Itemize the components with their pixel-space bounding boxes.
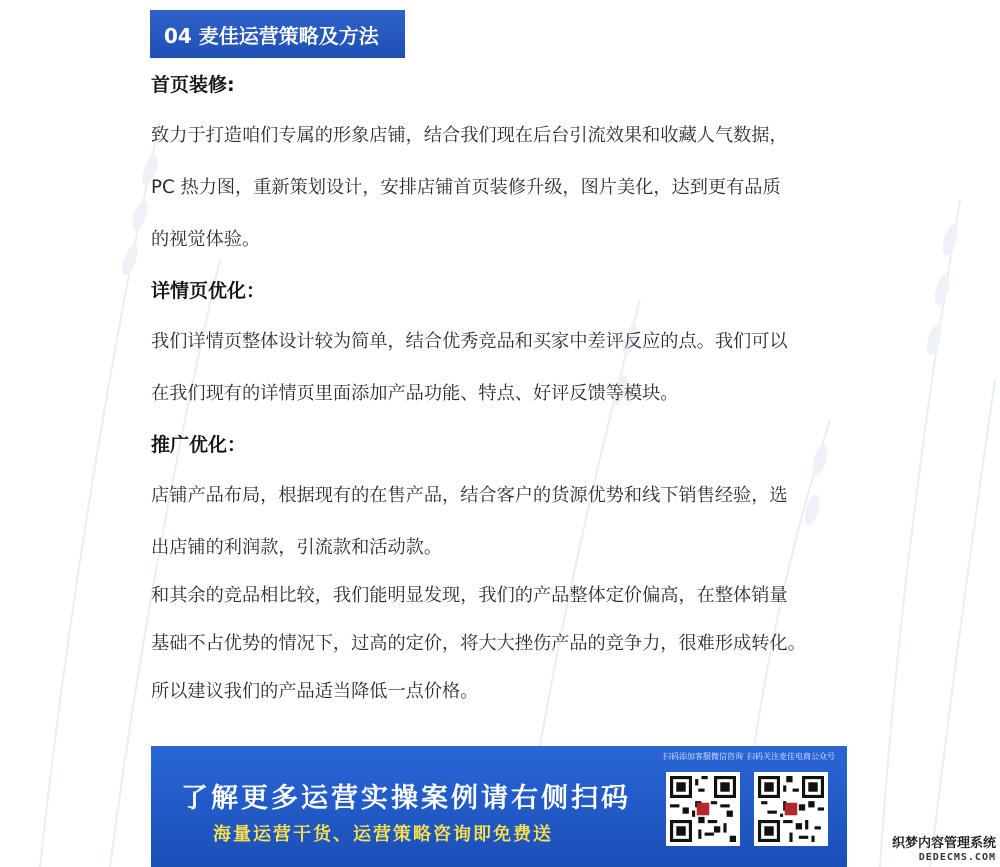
text-line: 在我们现有的详情页里面添加产品功能、特点、好评反馈等模块。 [151,383,679,404]
text-line: 我们详情页整体设计较为简单，结合优秀竞品和买家中差评反应的点。我们可以 [151,331,788,352]
qr-caption: 扫码关注麦佳电商公众号 [747,752,835,761]
qr-customer-service[interactable] [657,750,749,846]
qr-code-icon[interactable] [666,772,740,846]
heading-detail-page: 详情页优化： [151,280,266,302]
paragraph-promotion-2 [151,574,861,714]
qr-official-account[interactable] [745,750,837,846]
text-line: 店铺产品布局，根据现有的在售产品，结合客户的货源优势和线下销售经验，选 [151,485,788,506]
paragraph-detail-page [151,316,861,420]
qr-caption: 扫码添加客服微信咨询 [663,752,743,761]
text-line: 基础不占优势的情况下，过高的定价，将大大挫伤产品的竞争力，很难形成转化。 [151,633,806,654]
section-title-banner [150,10,405,58]
watermark-line-1: 织梦内容管理系统 [891,836,996,851]
text-line: 致力于打造咱们专属的形象店铺，结合我们现在后台引流效果和收藏人气数据， [151,125,788,146]
text-line: 出店铺的利润款，引流款和活动款。 [151,537,443,558]
banner-title: 了解更多运营实操案例请右侧扫码 [181,783,631,814]
text-line: 的视觉体验。 [151,229,261,250]
paragraph-homepage [151,110,861,266]
watermark-line-2: DEDECMS.COM [918,852,996,863]
paragraph-promotion-1 [151,470,861,574]
site-watermark [892,837,996,865]
banner-subtitle: 海量运营干货、运营策略咨询即免费送 [213,824,553,845]
heading-homepage-decoration: 首页装修: [151,74,235,96]
text-line: PC 热力图，重新策划设计，安排店铺首页装修升级，图片美化，达到更有品质 [151,177,781,198]
text-line: 所以建议我们的产品适当降低一点价格。 [151,681,479,702]
strategy-content [151,70,861,714]
heading-promotion: 推广优化： [151,434,247,456]
section-title: 04 麦佳运营策略及方法 [164,23,379,48]
qr-promo-banner [151,746,847,867]
text-line: 和其余的竞品相比较，我们能明显发现，我们的产品整体定价偏高，在整体销量 [151,585,788,606]
qr-code-icon[interactable] [754,772,828,846]
